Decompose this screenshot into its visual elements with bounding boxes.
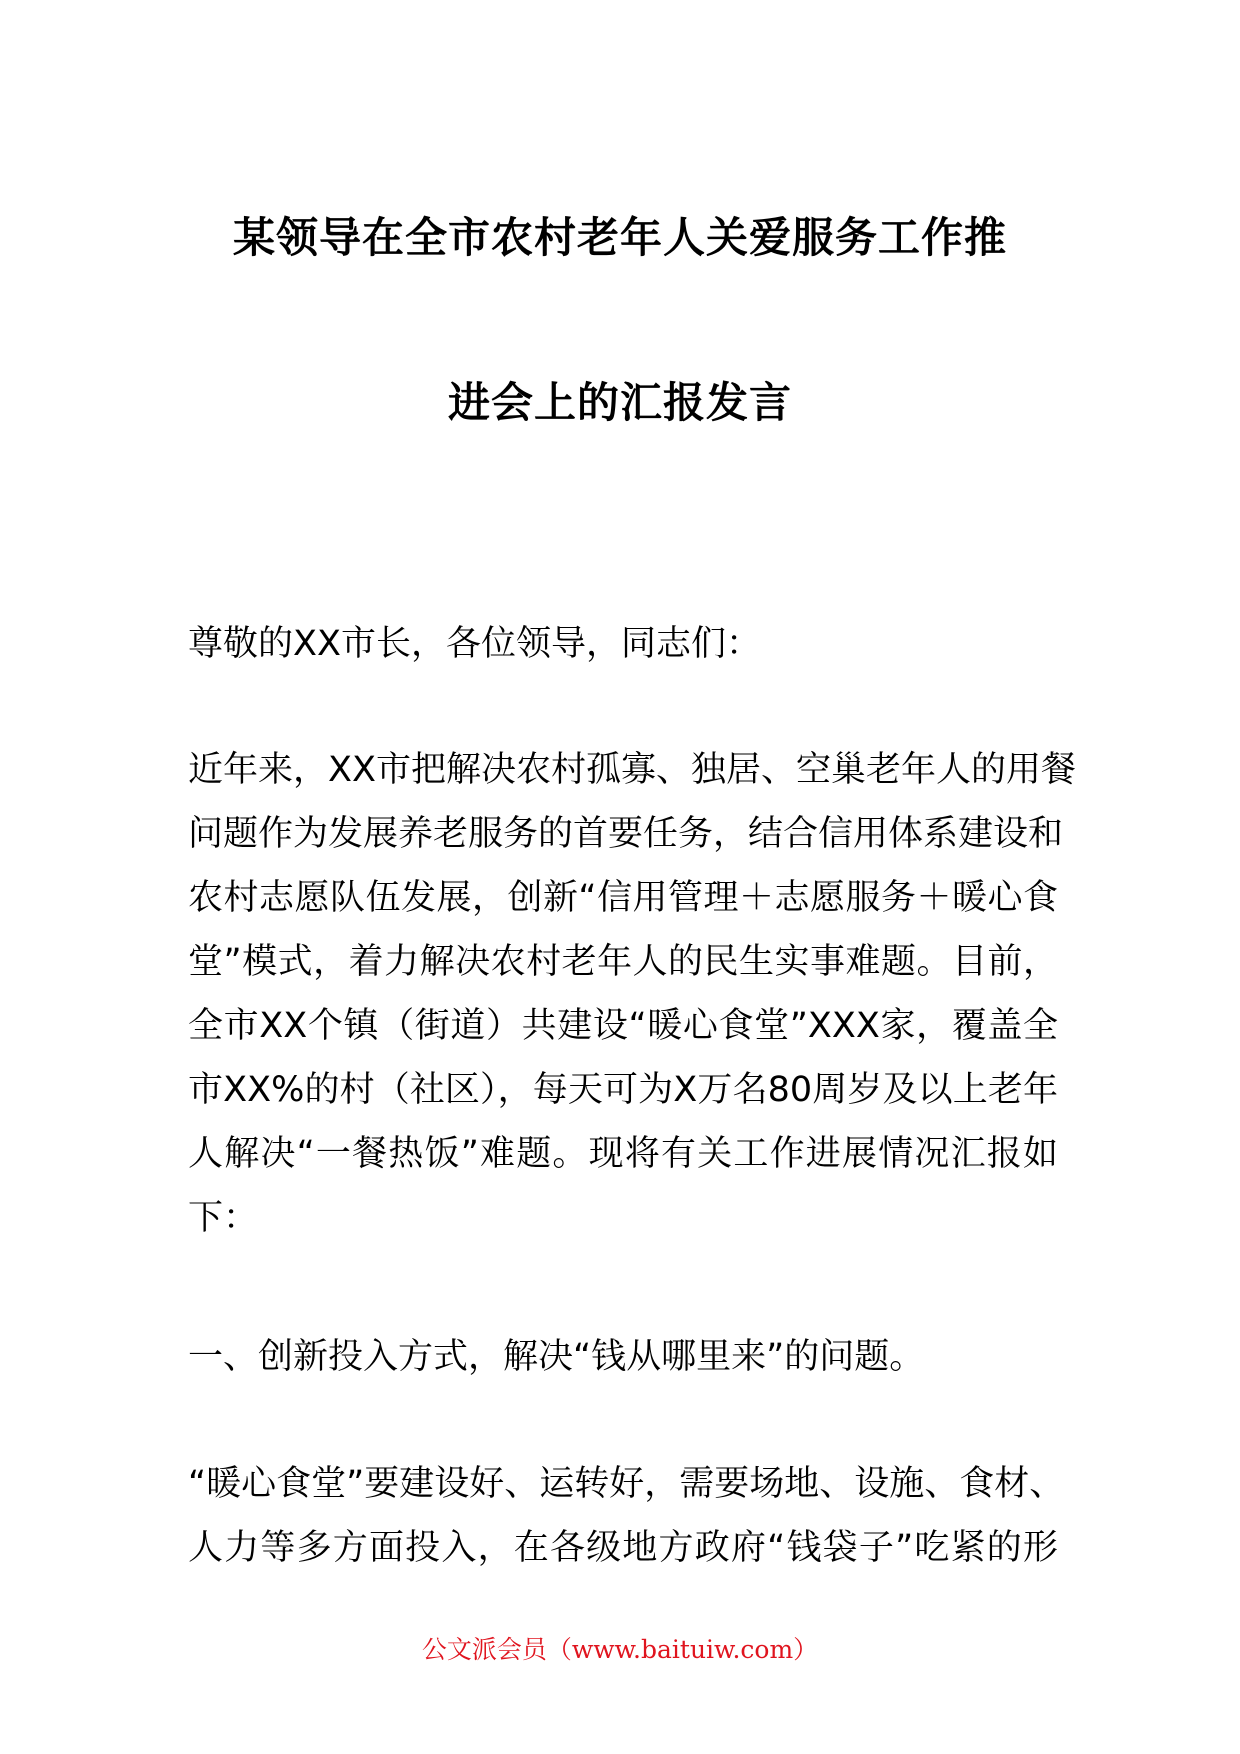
- paragraph-1-line: 堂”模式，着力解决农村老年人的民生实事难题。目前，: [188, 942, 1058, 982]
- paragraph-1-line: 市XX%的村（社区），每天可为X万名80周岁及以上老年: [188, 1070, 1058, 1110]
- paragraph-1-line: 问题作为发展养老服务的首要任务，结合信用体系建设和: [188, 814, 1064, 854]
- footer-watermark-link[interactable]: 公文派会员（www.baituiw.com）: [421, 1635, 819, 1664]
- paragraph-1-line: 近年来，XX市把解决农村孤寡、独居、空巢老年人的用餐: [188, 750, 1076, 790]
- paragraph-2: [188, 1452, 1065, 1580]
- paragraph-2-line: “暖心食堂”要建设好、运转好，需要场地、设施、食材、: [188, 1464, 1065, 1504]
- paragraph-1-line: 全市XX个镇（街道）共建设“暖心食堂”XXX家，覆盖全: [188, 1006, 1058, 1046]
- document-title-line-1: 某领导在全市农村老年人关爱服务工作推: [232, 213, 1007, 262]
- paragraph-2-line: 人力等多方面投入，在各级地方政府“钱袋子”吃紧的形: [188, 1528, 1058, 1568]
- document-title-line-2: 进会上的汇报发言: [447, 378, 792, 427]
- paragraph-1-line: 下：: [188, 1198, 259, 1238]
- salutation: 尊敬的XX市长，各位领导，同志们：: [188, 624, 761, 664]
- section-heading-1: 一、创新投入方式，解决“钱从哪里来”的问题。: [188, 1337, 925, 1377]
- paragraph-1: [188, 738, 1076, 1250]
- paragraph-1-line: 人解决“一餐热饭”难题。现将有关工作进展情况汇报如: [188, 1134, 1058, 1174]
- paragraph-1-line: 农村志愿队伍发展，创新“信用管理＋志愿服务＋暖心食: [188, 878, 1058, 918]
